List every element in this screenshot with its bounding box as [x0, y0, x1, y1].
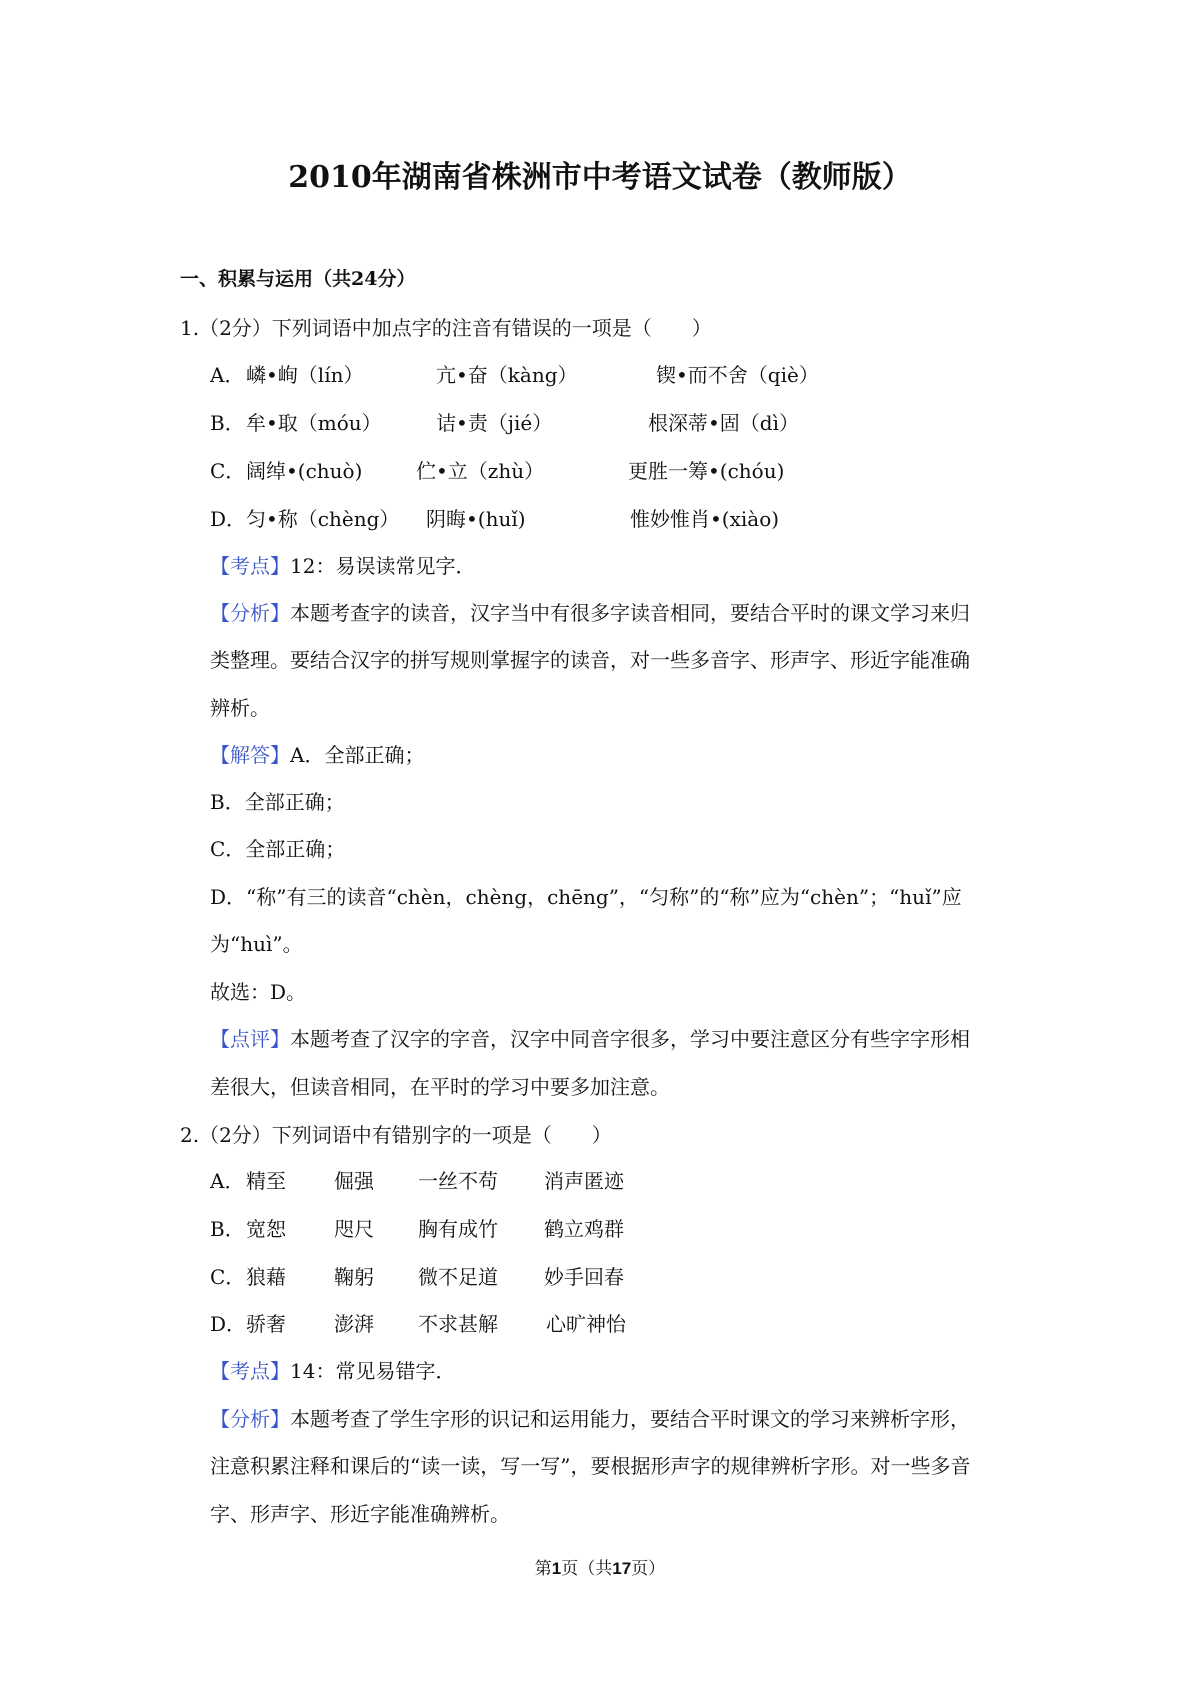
q1-fenxi — [210, 598, 970, 628]
option-letter: B． — [210, 1217, 245, 1241]
q1-kaodian — [210, 551, 475, 581]
option-item: 胸有成竹 — [418, 1217, 498, 1241]
option-item: 惟妙惟肖•(xiào) — [630, 507, 780, 531]
q2-option-a — [210, 1166, 1090, 1196]
q2-fenxi-line-2: 注意积累注释和课后的“读一读，写一写”，要根据形声字的规律辨析字形。对一些多音 — [210, 1454, 971, 1478]
option-letter: A． — [210, 1169, 245, 1193]
option-letter: C． — [210, 459, 246, 483]
jieda-text: A．全部正确； — [290, 743, 425, 767]
q1-option-b — [210, 408, 1090, 438]
option-item: 骄奢 — [246, 1312, 286, 1336]
option-item: 妙手回春 — [544, 1265, 624, 1289]
dianping-tag: 【点评】 — [210, 1027, 290, 1051]
q1-option-a — [210, 360, 1090, 390]
q1-option-d — [210, 504, 1090, 534]
option-item: 狼藉 — [246, 1265, 286, 1289]
page-number: 1 — [551, 1559, 562, 1578]
q1-dianping-line-2: 差很大，但读音相同，在平时的学习中要多加注意。 — [210, 1075, 670, 1099]
option-item: 鹤立鸡群 — [544, 1217, 624, 1241]
q2-option-d — [210, 1309, 1090, 1339]
option-item: 根深蒂•固（dì） — [648, 411, 799, 435]
q2-fenxi-line-3: 字、形声字、形近字能准确辨析。 — [210, 1502, 510, 1526]
option-letter: C． — [210, 1265, 246, 1289]
option-item: 伫•立（zhù） — [416, 459, 545, 483]
option-item: 诘•责（jié） — [436, 411, 553, 435]
option-item: 阔绰•(chuò) — [246, 459, 363, 483]
q1-answer: 故选：D。 — [210, 980, 307, 1004]
option-item: 微不足道 — [418, 1265, 498, 1289]
q2-fenxi — [210, 1404, 970, 1434]
q1-jieda-d: D．“称”有三的读音“chèn，chèng，chēng”，“匀称”的“称”应为“chèn”；“huǐ”应 — [210, 885, 962, 909]
q1-jieda — [210, 740, 424, 770]
option-item: 澎湃 — [334, 1312, 374, 1336]
section-heading: 一、积累与运用（共24分） — [180, 268, 416, 290]
fenxi-text: 本题考查字的读音，汉字当中有很多字读音相同，要结合平时的课文学习来归 — [290, 601, 970, 625]
q1-jieda-d-line-2: 为“huì”。 — [210, 932, 303, 956]
option-item: 牟•取（móu） — [246, 411, 382, 435]
option-item: 锲•而不舍（qiè） — [656, 363, 819, 387]
q1-jieda-c: C．全部正确； — [210, 837, 346, 861]
page-title: 2010年湖南省株洲市中考语文试卷（教师版） — [288, 160, 912, 195]
q1-dianping — [210, 1024, 970, 1054]
fenxi-text: 本题考查了学生字形的识记和运用能力，要结合平时课文的学习来辨析字形， — [290, 1407, 970, 1431]
option-letter: D． — [210, 1312, 247, 1336]
q1-jieda-b: B．全部正确； — [210, 790, 345, 814]
option-item: 匀•称（chèng） — [246, 507, 400, 531]
option-item: 更胜一筹•(chóu) — [628, 459, 785, 483]
q2-option-b — [210, 1214, 1090, 1244]
kaodian-tag: 【考点】 — [210, 1359, 290, 1383]
footer-suffix: 页） — [631, 1559, 666, 1579]
jieda-tag: 【解答】 — [210, 743, 290, 767]
q2-option-c — [210, 1262, 1090, 1292]
option-item: 阴晦•(huǐ) — [426, 507, 526, 531]
option-item: 精至 — [246, 1169, 286, 1193]
option-letter: A． — [210, 363, 245, 387]
option-item: 不求甚解 — [418, 1312, 498, 1336]
q1-fenxi-line-2: 类整理。要结合汉字的拼写规则掌握字的读音，对一些多音字、形声字、形近字能准确 — [210, 648, 970, 672]
option-item: 一丝不苟 — [418, 1169, 498, 1193]
question-2-stem: 2.（2分）下列词语中有错别字的一项是（ ） — [180, 1123, 612, 1147]
kaodian-text: 12：易误读常见字． — [290, 554, 476, 578]
q1-option-c — [210, 456, 1090, 486]
option-item: 鞠躬 — [334, 1265, 374, 1289]
dianping-text: 本题考查了汉字的字音，汉字中同音字很多，学习中要注意区分有些字字形相 — [290, 1027, 970, 1051]
option-item: 宽恕 — [246, 1217, 286, 1241]
footer-prefix: 第 — [534, 1559, 552, 1579]
footer-middle: 页（共 — [561, 1559, 613, 1579]
option-item: 嶙•峋（lín） — [246, 363, 364, 387]
option-letter: B． — [210, 411, 245, 435]
option-item: 倔强 — [334, 1169, 374, 1193]
kaodian-text: 14：常见易错字． — [290, 1359, 456, 1383]
q1-fenxi-line-3: 辨析。 — [210, 696, 270, 720]
page-footer — [0, 1556, 1200, 1582]
total-pages: 17 — [612, 1559, 632, 1578]
fenxi-tag: 【分析】 — [210, 601, 290, 625]
kaodian-tag: 【考点】 — [210, 554, 290, 578]
option-item: 心旷神怡 — [546, 1312, 626, 1336]
fenxi-tag: 【分析】 — [210, 1407, 290, 1431]
q2-kaodian — [210, 1356, 455, 1386]
option-item: 消声匿迹 — [544, 1169, 624, 1193]
question-1-stem: 1.（2分）下列词语中加点字的注音有错误的一项是（ ） — [180, 316, 712, 340]
option-letter: D． — [210, 507, 247, 531]
option-item: 咫尺 — [334, 1217, 374, 1241]
option-item: 亢•奋（kàng） — [436, 363, 578, 387]
